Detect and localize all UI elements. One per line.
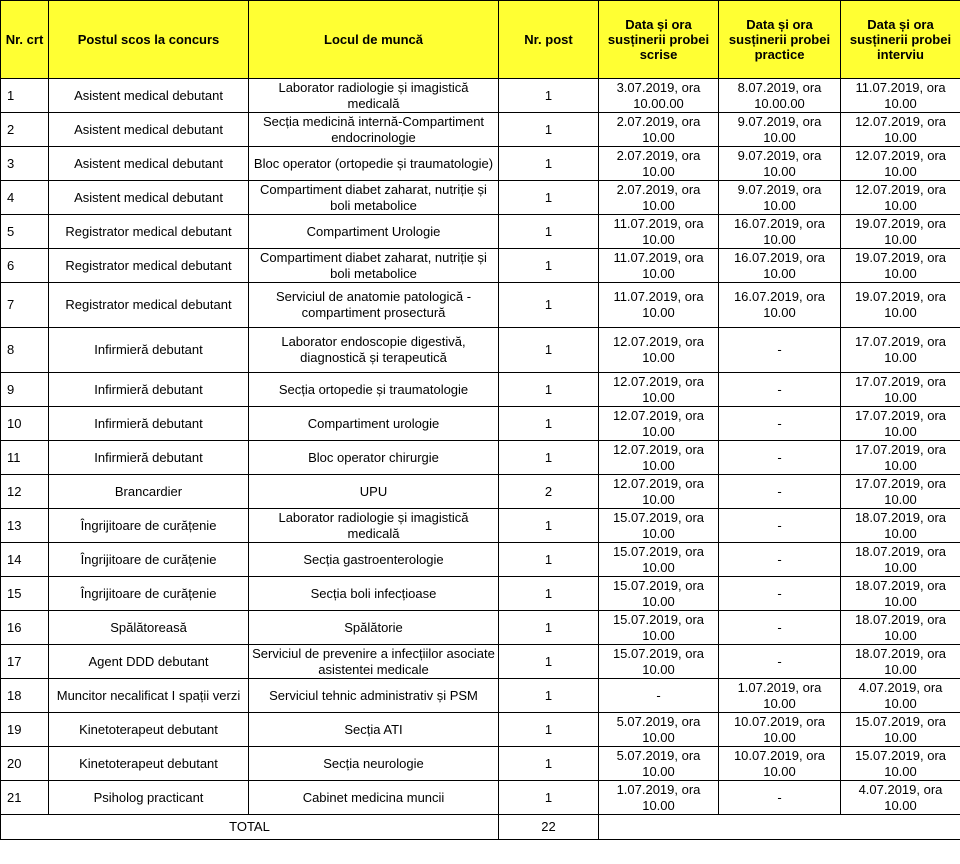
- cell-proba-practica: 9.07.2019, ora 10.00: [719, 181, 841, 215]
- cell-nr-post: 1: [499, 747, 599, 781]
- cell-proba-scrisa: 15.07.2019, ora 10.00: [599, 577, 719, 611]
- header-nr-post: Nr. post: [499, 1, 599, 79]
- cell-proba-practica: 1.07.2019, ora 10.00: [719, 679, 841, 713]
- cell-loc: Laborator radiologie și imagistică medicală: [249, 509, 499, 543]
- cell-nr-post: 1: [499, 283, 599, 328]
- cell-post: Asistent medical debutant: [49, 181, 249, 215]
- cell-proba-interviu: 18.07.2019, ora 10.00: [841, 645, 960, 679]
- cell-proba-practica: -: [719, 441, 841, 475]
- cell-loc: Secția boli infecțioase: [249, 577, 499, 611]
- cell-loc: Secția gastroenterologie: [249, 543, 499, 577]
- cell-nr: 18: [1, 679, 49, 713]
- cell-proba-scrisa: 15.07.2019, ora 10.00: [599, 543, 719, 577]
- cell-loc: Spălătorie: [249, 611, 499, 645]
- cell-proba-practica: -: [719, 645, 841, 679]
- cell-post: Infirmieră debutant: [49, 441, 249, 475]
- cell-proba-interviu: 17.07.2019, ora 10.00: [841, 373, 960, 407]
- cell-proba-scrisa: 2.07.2019, ora 10.00: [599, 113, 719, 147]
- cell-proba-scrisa: 2.07.2019, ora 10.00: [599, 181, 719, 215]
- cell-proba-practica: 10.07.2019, ora 10.00: [719, 713, 841, 747]
- table-row: [1, 373, 960, 407]
- cell-proba-scrisa: 3.07.2019, ora 10.00.00: [599, 79, 719, 113]
- header-post: Postul scos la concurs: [49, 1, 249, 79]
- cell-proba-practica: 16.07.2019, ora 10.00: [719, 215, 841, 249]
- cell-proba-scrisa: 15.07.2019, ora 10.00: [599, 611, 719, 645]
- cell-nr-post: 1: [499, 645, 599, 679]
- cell-loc: Compartiment urologie: [249, 407, 499, 441]
- cell-nr: 1: [1, 79, 49, 113]
- cell-proba-practica: 16.07.2019, ora 10.00: [719, 249, 841, 283]
- table-row: [1, 441, 960, 475]
- cell-nr-post: 1: [499, 79, 599, 113]
- cell-proba-scrisa: 12.07.2019, ora 10.00: [599, 441, 719, 475]
- cell-nr: 14: [1, 543, 49, 577]
- cell-proba-scrisa: 12.07.2019, ora 10.00: [599, 475, 719, 509]
- cell-proba-practica: -: [719, 373, 841, 407]
- table-row: [1, 283, 960, 328]
- cell-proba-scrisa: 15.07.2019, ora 10.00: [599, 645, 719, 679]
- header-loc: Locul de muncă: [249, 1, 499, 79]
- cell-nr: 2: [1, 113, 49, 147]
- cell-proba-practica: 9.07.2019, ora 10.00: [719, 113, 841, 147]
- cell-proba-interviu: 19.07.2019, ora 10.00: [841, 283, 960, 328]
- total-row: [1, 815, 960, 840]
- header-proba-scrisa: Data și ora susținerii probei scrise: [599, 1, 719, 79]
- cell-loc: Secția neurologie: [249, 747, 499, 781]
- cell-proba-practica: 8.07.2019, ora 10.00.00: [719, 79, 841, 113]
- cell-nr-post: 1: [499, 249, 599, 283]
- header-nr-crt: Nr. crt: [1, 1, 49, 79]
- cell-proba-interviu: 18.07.2019, ora 10.00: [841, 611, 960, 645]
- table-row: [1, 113, 960, 147]
- cell-proba-practica: 10.07.2019, ora 10.00: [719, 747, 841, 781]
- cell-proba-interviu: 18.07.2019, ora 10.00: [841, 509, 960, 543]
- cell-post: Asistent medical debutant: [49, 147, 249, 181]
- cell-nr: 13: [1, 509, 49, 543]
- table-row: [1, 747, 960, 781]
- cell-post: Infirmieră debutant: [49, 407, 249, 441]
- cell-proba-practica: -: [719, 577, 841, 611]
- cell-post: Muncitor necalificat I spații verzi: [49, 679, 249, 713]
- table-row: [1, 407, 960, 441]
- cell-proba-scrisa: 5.07.2019, ora 10.00: [599, 747, 719, 781]
- cell-nr: 4: [1, 181, 49, 215]
- cell-nr-post: 1: [499, 147, 599, 181]
- cell-proba-practica: -: [719, 543, 841, 577]
- table-row: [1, 509, 960, 543]
- cell-proba-interviu: 17.07.2019, ora 10.00: [841, 475, 960, 509]
- cell-nr: 15: [1, 577, 49, 611]
- table-row: [1, 475, 960, 509]
- cell-proba-practica: -: [719, 781, 841, 815]
- total-value: 22: [499, 815, 599, 840]
- cell-post: Agent DDD debutant: [49, 645, 249, 679]
- cell-nr-post: 1: [499, 713, 599, 747]
- cell-proba-scrisa: 11.07.2019, ora 10.00: [599, 283, 719, 328]
- cell-proba-practica: -: [719, 475, 841, 509]
- cell-loc: Laborator radiologie și imagistică medicală: [249, 79, 499, 113]
- cell-nr-post: 1: [499, 577, 599, 611]
- cell-nr-post: 1: [499, 215, 599, 249]
- cell-post: Brancardier: [49, 475, 249, 509]
- cell-nr: 16: [1, 611, 49, 645]
- cell-loc: Serviciul tehnic administrativ și PSM: [249, 679, 499, 713]
- cell-proba-interviu: 19.07.2019, ora 10.00: [841, 215, 960, 249]
- cell-nr-post: 1: [499, 679, 599, 713]
- cell-nr: 5: [1, 215, 49, 249]
- cell-proba-interviu: 12.07.2019, ora 10.00: [841, 181, 960, 215]
- table-row: [1, 645, 960, 679]
- cell-post: Îngrijitoare de curățenie: [49, 509, 249, 543]
- cell-proba-interviu: 4.07.2019, ora 10.00: [841, 781, 960, 815]
- cell-nr-post: 1: [499, 181, 599, 215]
- table-row: [1, 679, 960, 713]
- cell-proba-scrisa: 12.07.2019, ora 10.00: [599, 407, 719, 441]
- table-row: [1, 543, 960, 577]
- table-row: [1, 781, 960, 815]
- cell-post: Infirmieră debutant: [49, 328, 249, 373]
- cell-nr-post: 1: [499, 328, 599, 373]
- cell-proba-scrisa: -: [599, 679, 719, 713]
- cell-loc: Serviciul de prevenire a infecțiilor asociate asistentei medicale: [249, 645, 499, 679]
- cell-nr-post: 1: [499, 373, 599, 407]
- cell-proba-interviu: 12.07.2019, ora 10.00: [841, 113, 960, 147]
- table-row: [1, 181, 960, 215]
- cell-proba-practica: 16.07.2019, ora 10.00: [719, 283, 841, 328]
- table-row: [1, 147, 960, 181]
- cell-post: Îngrijitoare de curățenie: [49, 543, 249, 577]
- cell-post: Registrator medical debutant: [49, 215, 249, 249]
- cell-post: Asistent medical debutant: [49, 113, 249, 147]
- cell-nr: 8: [1, 328, 49, 373]
- total-label: TOTAL: [1, 815, 499, 840]
- cell-proba-practica: -: [719, 407, 841, 441]
- cell-loc: Cabinet medicina muncii: [249, 781, 499, 815]
- cell-proba-interviu: 12.07.2019, ora 10.00: [841, 147, 960, 181]
- cell-nr-post: 1: [499, 441, 599, 475]
- cell-post: Asistent medical debutant: [49, 79, 249, 113]
- cell-loc: Secția ortopedie și traumatologie: [249, 373, 499, 407]
- cell-nr: 17: [1, 645, 49, 679]
- cell-loc: Secția ATI: [249, 713, 499, 747]
- table-row: [1, 713, 960, 747]
- cell-post: Infirmieră debutant: [49, 373, 249, 407]
- cell-nr-post: 1: [499, 509, 599, 543]
- cell-nr-post: 1: [499, 543, 599, 577]
- table-row: [1, 328, 960, 373]
- cell-nr: 7: [1, 283, 49, 328]
- cell-proba-practica: 9.07.2019, ora 10.00: [719, 147, 841, 181]
- cell-proba-interviu: 17.07.2019, ora 10.00: [841, 441, 960, 475]
- cell-post: Spălătoreasă: [49, 611, 249, 645]
- cell-post: Registrator medical debutant: [49, 249, 249, 283]
- cell-loc: Compartiment diabet zaharat, nutriție și boli metabolice: [249, 181, 499, 215]
- cell-proba-scrisa: 12.07.2019, ora 10.00: [599, 373, 719, 407]
- cell-proba-scrisa: 11.07.2019, ora 10.00: [599, 249, 719, 283]
- cell-nr-post: 2: [499, 475, 599, 509]
- cell-nr: 20: [1, 747, 49, 781]
- cell-loc: Secția medicină internă-Compartiment endocrinologie: [249, 113, 499, 147]
- cell-nr-post: 1: [499, 781, 599, 815]
- cell-nr: 3: [1, 147, 49, 181]
- table-row: [1, 79, 960, 113]
- cell-nr: 11: [1, 441, 49, 475]
- cell-loc: Compartiment diabet zaharat, nutriție și boli metabolice: [249, 249, 499, 283]
- cell-nr: 21: [1, 781, 49, 815]
- cell-proba-interviu: 4.07.2019, ora 10.00: [841, 679, 960, 713]
- cell-post: Kinetoterapeut debutant: [49, 747, 249, 781]
- cell-proba-scrisa: 5.07.2019, ora 10.00: [599, 713, 719, 747]
- cell-nr-post: 1: [499, 407, 599, 441]
- cell-proba-interviu: 15.07.2019, ora 10.00: [841, 713, 960, 747]
- header-proba-interviu: Data și ora susținerii probei interviu: [841, 1, 960, 79]
- header-row: [1, 1, 960, 79]
- cell-proba-scrisa: 1.07.2019, ora 10.00: [599, 781, 719, 815]
- cell-post: Kinetoterapeut debutant: [49, 713, 249, 747]
- cell-nr: 9: [1, 373, 49, 407]
- cell-proba-practica: -: [719, 611, 841, 645]
- cell-loc: Compartiment Urologie: [249, 215, 499, 249]
- cell-loc: Laborator endoscopie digestivă, diagnostică și terapeutică: [249, 328, 499, 373]
- cell-proba-interviu: 18.07.2019, ora 10.00: [841, 543, 960, 577]
- table-row: [1, 249, 960, 283]
- cell-proba-interviu: 15.07.2019, ora 10.00: [841, 747, 960, 781]
- cell-post: Registrator medical debutant: [49, 283, 249, 328]
- cell-loc: Serviciul de anatomie patologică - compartiment prosectură: [249, 283, 499, 328]
- cell-loc: Bloc operator chirurgie: [249, 441, 499, 475]
- cell-proba-scrisa: 12.07.2019, ora 10.00: [599, 328, 719, 373]
- cell-loc: UPU: [249, 475, 499, 509]
- cell-proba-interviu: 17.07.2019, ora 10.00: [841, 407, 960, 441]
- cell-nr: 6: [1, 249, 49, 283]
- cell-proba-interviu: 19.07.2019, ora 10.00: [841, 249, 960, 283]
- cell-proba-practica: -: [719, 328, 841, 373]
- table-row: [1, 577, 960, 611]
- cell-nr: 10: [1, 407, 49, 441]
- cell-nr: 12: [1, 475, 49, 509]
- cell-proba-interviu: 11.07.2019, ora 10.00: [841, 79, 960, 113]
- cell-nr-post: 1: [499, 113, 599, 147]
- cell-proba-interviu: 17.07.2019, ora 10.00: [841, 328, 960, 373]
- cell-post: Psiholog practicant: [49, 781, 249, 815]
- cell-proba-practica: -: [719, 509, 841, 543]
- header-proba-practica: Data și ora susținerii probei practice: [719, 1, 841, 79]
- cell-nr: 19: [1, 713, 49, 747]
- cell-post: Îngrijitoare de curățenie: [49, 577, 249, 611]
- cell-proba-scrisa: 15.07.2019, ora 10.00: [599, 509, 719, 543]
- table-row: [1, 215, 960, 249]
- cell-proba-interviu: 18.07.2019, ora 10.00: [841, 577, 960, 611]
- table-row: [1, 611, 960, 645]
- cell-proba-scrisa: 2.07.2019, ora 10.00: [599, 147, 719, 181]
- cell-nr-post: 1: [499, 611, 599, 645]
- total-empty: [599, 815, 960, 840]
- cell-loc: Bloc operator (ortopedie și traumatologie): [249, 147, 499, 181]
- cell-proba-scrisa: 11.07.2019, ora 10.00: [599, 215, 719, 249]
